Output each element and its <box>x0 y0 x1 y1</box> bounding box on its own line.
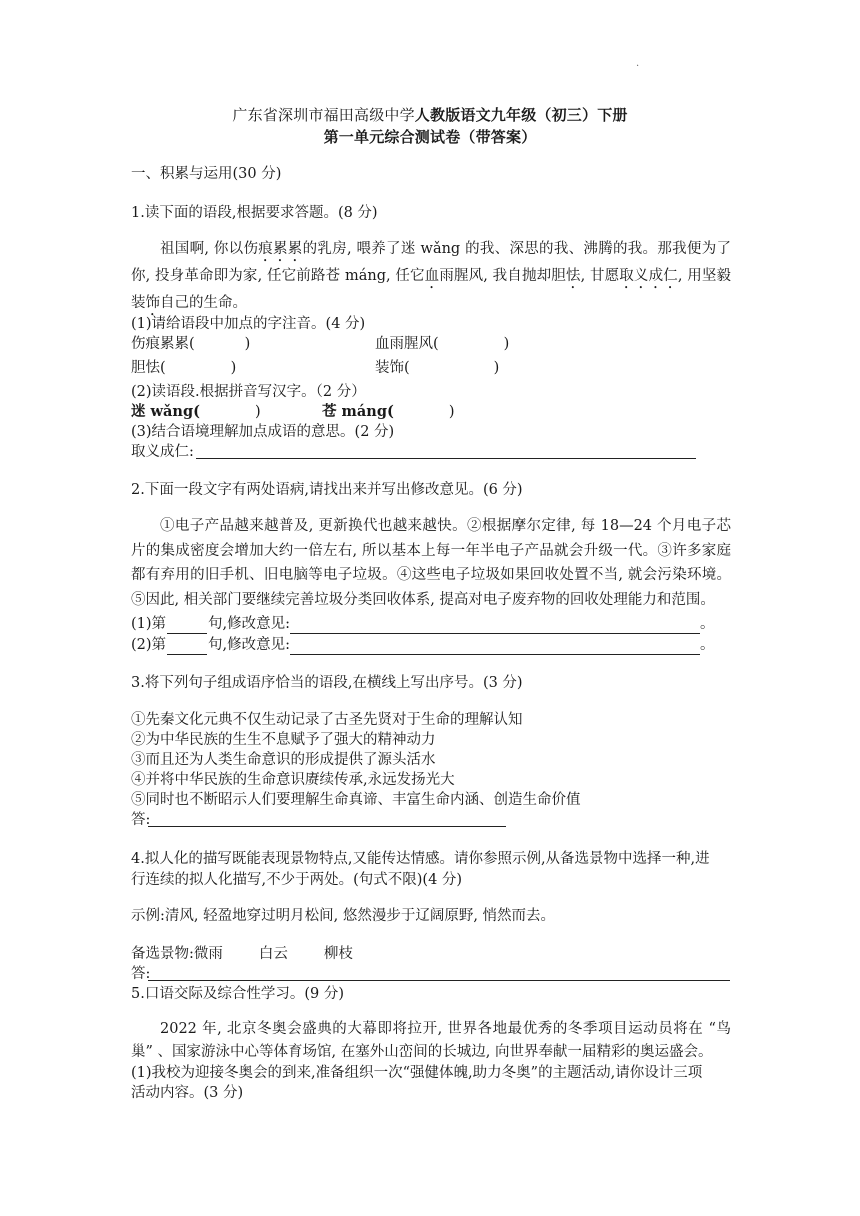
title-school: 广东省深圳市福田高级中学 <box>232 106 415 124</box>
pinyin-item-1: 伤痕累累( ) <box>131 336 251 352</box>
title-course: 人教版语文九年级（初三）下册 <box>414 106 628 124</box>
page-mark-dot: . <box>636 58 640 69</box>
hanzi-item-1: 迷 wǎng( ) <box>131 403 261 420</box>
question-5-passage: 2022 年, 北京冬奥会盛典的大幕即将拉开, 世界各地最优秀的冬季项目运动员将在 “鸟巢” 、国家游泳中心等体育场馆, 在塞外山峦间的长城边, 向世界奉献一届精彩的奥运盛会。 <box>131 1021 731 1060</box>
question-2-passage: ①电子产品越来越普及, 更新换代也越来越快。②根据摩尔定律, 每 18—24 个月电子芯片的集成密度会增加大约一倍左右, 所以基本上每一年半电子产品就会升级一代。③许多家庭都有弃用的旧手机、旧电脑等电子垃圾。④这些电子垃圾如果回收处置不当, 就会污染环境。⑤因此, 相关部门要继续完善垃圾分类回收体系, 提高对电子废弃物的回收处理能力和范围。 <box>131 518 731 608</box>
exam-title-line1 <box>0 104 860 125</box>
answer-label: 答: <box>131 966 151 982</box>
scenery-options: 备选景物:微雨 白云 柳枝 <box>131 946 353 962</box>
hanzi-item-2: 苍 máng( ) <box>322 403 455 420</box>
exam-title-line2: 第一单元综合测试卷（带答案） <box>323 128 537 146</box>
answer-line <box>148 826 506 827</box>
correction-line-2: (2)第 句,修改意见: 。 <box>131 637 715 653</box>
question-4-stem-line1: 4.拟人化的描写既能表现景物特点,又能传达情感。请你参照示例,从备选景物中选择一种,进 <box>131 851 710 867</box>
question-5-stem: 5.口语交际及综合性学习。(9 分) <box>131 986 344 1002</box>
sentence-item: ④并将中华民族的生命意识赓续传承,永远发扬光大 <box>131 772 455 788</box>
question-3-stem: 3.将下列句子组成语序恰当的语段,在横线上写出序号。(3 分) <box>131 675 523 691</box>
question-1-sub1: (1)请给语段中加点的字注音。(4 分) <box>131 316 366 332</box>
section-heading: 一、积累与运用(30 分) <box>131 166 282 182</box>
sentence-item: ①先秦文化元典不仅生动记录了古圣先贤对于生命的理解认知 <box>131 712 523 728</box>
question-4-stem-line2: 行连续的拟人化描写,不少于两处。(句式不限)(4 分) <box>131 872 463 888</box>
correction-line-1: (1)第 句,修改意见: 。 <box>131 616 715 632</box>
pinyin-item-4: 装饰( ) <box>375 360 500 376</box>
answer-line <box>196 458 696 459</box>
pinyin-item-2: 血雨腥风( ) <box>375 336 510 352</box>
question-2-stem: 2.下面一段文字有两处语病,请找出来并写出修改意见。(6 分) <box>131 482 523 498</box>
sentence-item: ③而且还为人类生命意识的形成提供了源头活水 <box>131 752 436 768</box>
answer-label: 答: <box>131 812 151 828</box>
question-5-sub1-line2: 活动内容。(3 分) <box>131 1085 244 1101</box>
example-text: 示例:清风, 轻盈地穿过明月松间, 悠然漫步于辽阔原野, 悄然而去。 <box>131 908 556 924</box>
idiom-label: 取义成仁: <box>131 444 194 460</box>
sentence-item: ⑤同时也不断昭示人们要理解生命真谛、丰富生命内涵、创造生命价值 <box>131 792 581 808</box>
sentence-item: ②为中华民族的生生不息赋予了强大的精神动力 <box>131 732 436 748</box>
question-5-sub1-line1: (1)我校为迎接冬奥会的到来,准备组织一次“强健体魄,助力冬奥”的主题活动,请你设计三项 <box>131 1065 703 1081</box>
question-1-sub2: (2)读语段.根据拼音写汉字。（2 分） <box>131 384 366 400</box>
question-1-sub3: (3)结合语境理解加点成语的意思。(2 分) <box>131 424 395 440</box>
question-1-stem: 1.读下面的语段,根据要求答题。(8 分) <box>131 205 378 221</box>
pinyin-item-3: 胆怯( ) <box>131 360 237 376</box>
answer-line <box>148 980 730 981</box>
question-1-passage: 祖国啊, 你以伤痕累累的乳房, 喂养了迷 wǎng 的我、深思的我、沸腾的我。那我便为了你, 投身革命即为家, 任它前路苍 máng, 任它血雨腥风, 我自抛却胆怯, 甘愿取义成仁, 用坚毅装饰自己的生命。 <box>131 241 732 311</box>
